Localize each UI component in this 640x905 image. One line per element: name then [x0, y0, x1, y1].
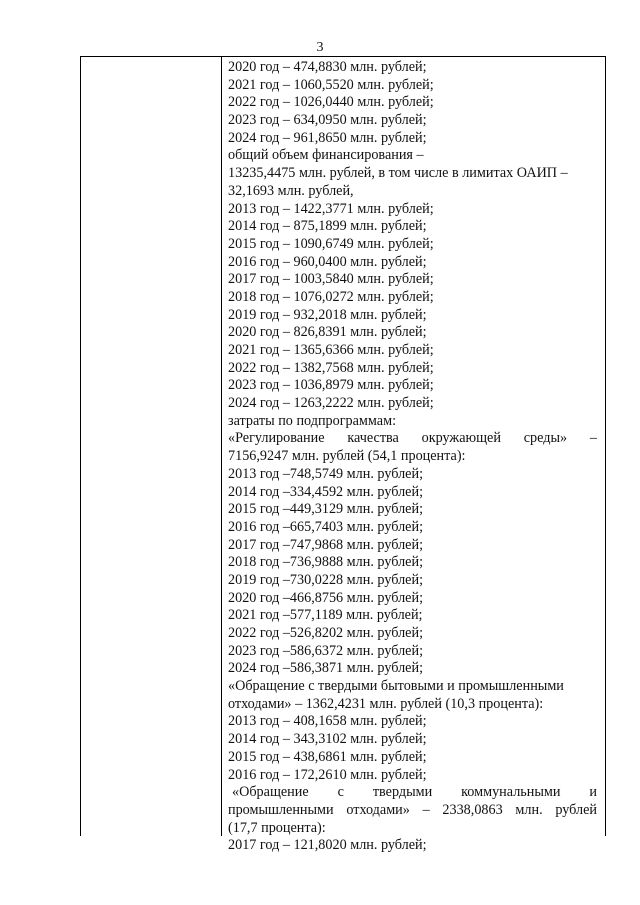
text-line: отходами» – 1362,4231 млн. рублей (10,3 процента): — [228, 695, 544, 712]
table-right-cell — [222, 57, 605, 854]
text-line: 2020 год – 826,8391 млн. рублей; — [228, 324, 427, 341]
text-line: «Обращение с твердыми бытовыми и промышленными — [228, 678, 564, 695]
text-line: 2013 год –748,5749 млн. рублей; — [228, 465, 424, 482]
table-left-cell — [81, 57, 222, 836]
text-line: 2023 год – 1036,8979 млн. рублей; — [228, 377, 434, 394]
text-line: 7156,9247 млн. рублей (54,1 процента): — [228, 448, 466, 465]
text-line: 2018 год –736,9888 млн. рублей; — [228, 554, 424, 571]
text-line: (17,7 процента): — [228, 819, 326, 836]
text-line: 2021 год – 1365,6366 млн. рублей; — [228, 342, 434, 358]
text-line: 2013 год – 408,1658 млн. рублей; — [228, 713, 427, 730]
text-line: 2016 год – 172,2610 млн. рублей; — [228, 766, 427, 783]
text-line: 2022 год –526,8202 млн. рублей; — [228, 625, 424, 641]
text-line: 2023 год –586,6372 млн. рублей; — [228, 642, 424, 659]
text-line: промышленными отходами» – 2338,0863 млн. рублей — [228, 801, 597, 818]
text-line: 2013 год – 1422,3771 млн. рублей; — [228, 200, 434, 217]
text-line: 2014 год – 875,1899 млн. рублей; — [228, 218, 427, 235]
text-line: 2020 год – 474,8830 млн. рублей; — [228, 59, 427, 75]
document-table — [80, 56, 606, 854]
text-line: 2020 год –466,8756 млн. рублей; — [228, 589, 424, 606]
text-line: 2022 год – 1026,0440 млн. рублей; — [228, 94, 434, 111]
text-line: 2019 год – 932,2018 млн. рублей; — [228, 306, 427, 323]
text-line: 2016 год – 960,0400 млн. рублей; — [228, 253, 427, 270]
text-line: 2022 год – 1382,7568 млн. рублей; — [228, 359, 434, 376]
text-line: «Регулирование качества окружающей среды» – — [228, 430, 597, 447]
text-line: 2015 год –449,3129 млн. рублей; — [228, 501, 424, 518]
text-line: 2019 год –730,0228 млн. рублей; — [228, 571, 424, 588]
text-line: 2017 год –747,9868 млн. рублей; — [228, 536, 424, 553]
text-line: общий объем финансирования – — [228, 147, 424, 164]
text-line: «Обращение с твердыми коммунальными и — [232, 784, 597, 801]
text-line: затраты по подпрограммам: — [228, 412, 397, 429]
text-line: 2014 год – 343,3102 млн. рублей; — [228, 731, 427, 748]
text-line: 2024 год – 1263,2222 млн. рублей; — [228, 395, 434, 412]
text-line: 2014 год –334,4592 млн. рублей; — [228, 483, 424, 500]
text-line: 2018 год – 1076,0272 млн. рублей; — [228, 288, 434, 305]
text-line: 2015 год – 1090,6749 млн. рублей; — [228, 235, 434, 252]
page-number: 3 — [316, 40, 324, 55]
text-line: 2016 год –665,7403 млн. рублей; — [228, 518, 424, 535]
text-line: 2017 год – 1003,5840 млн. рублей; — [228, 271, 434, 288]
text-line: 32,1693 млн. рублей, — [228, 182, 354, 199]
text-line: 13235,4475 млн. рублей, в том числе в лимитах ОАИП – — [228, 165, 568, 182]
text-line: 2017 год – 121,8020 млн. рублей; — [228, 837, 427, 854]
text-line: 2024 год –586,3871 млн. рублей; — [228, 660, 424, 677]
text-line: 2015 год – 438,6861 млн. рублей; — [228, 748, 427, 765]
text-line: 2023 год – 634,0950 млн. рублей; — [228, 112, 427, 129]
text-line: 2021 год –577,1189 млн. рублей; — [228, 607, 423, 624]
text-line: 2024 год – 961,8650 млн. рублей; — [228, 129, 427, 146]
text-line: 2021 год – 1060,5520 млн. рублей; — [228, 76, 434, 93]
